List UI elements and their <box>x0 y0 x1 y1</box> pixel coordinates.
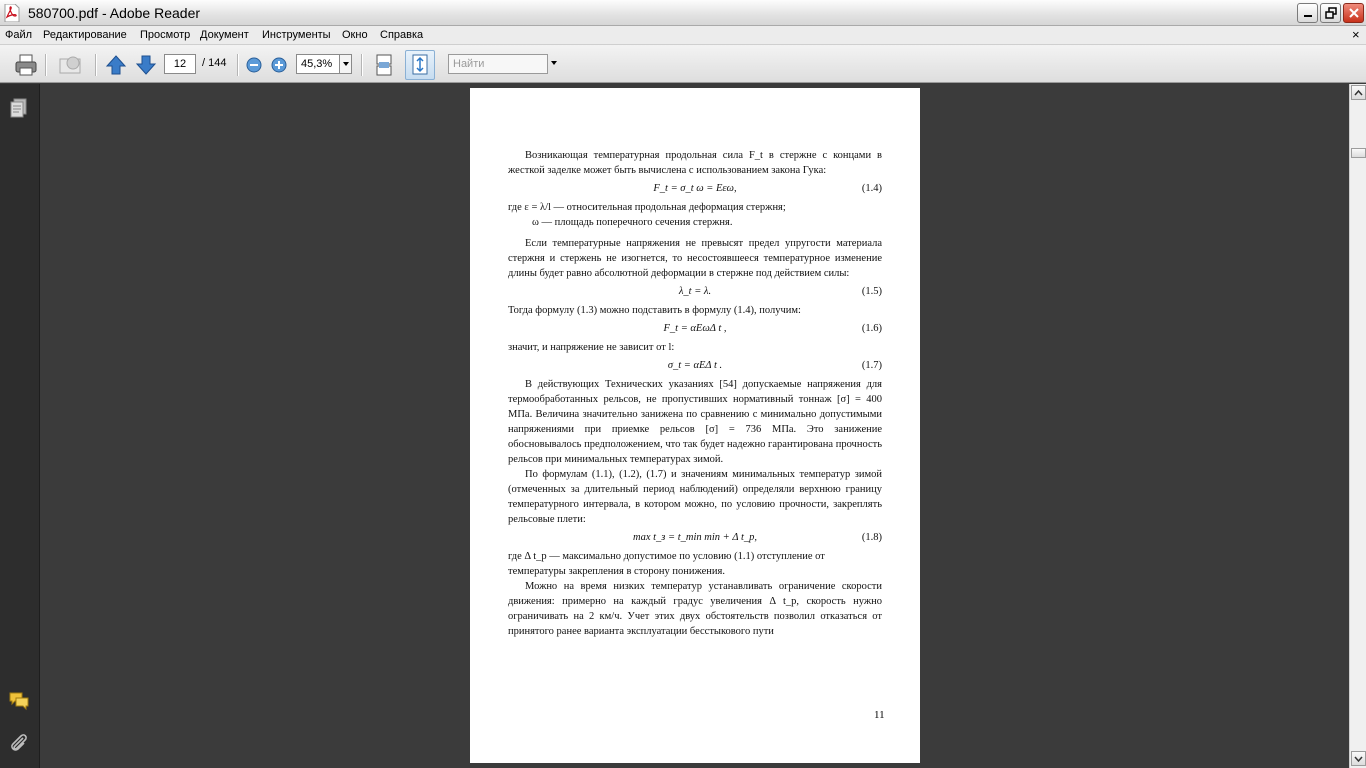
toolbar-separator <box>95 54 97 76</box>
next-page-icon[interactable] <box>134 53 158 77</box>
pages-panel-icon[interactable] <box>8 96 30 118</box>
close-icon <box>1348 7 1360 19</box>
pdf-page <box>470 88 920 763</box>
adobe-reader-icon <box>4 4 20 22</box>
formula: F_t = σ_t ω = Eεω, <box>653 183 737 194</box>
scroll-down-button[interactable] <box>1351 751 1366 766</box>
formula-row <box>508 281 882 303</box>
paragraph: В действующих Технических указаниях [54] допускаемые напряжения для термообработанных рельсов, не пропустивших нормативный тоннаж [σ] = 400 МПа. Величина значительно занижена по сравнению с минимально допустимыми напряжениями при приемке рельсов [σ] = 736 МПа. Это занижение обосновывалось предположением, что так будет надежно гарантирована прочность рельсов при минимальных температурах зимой. <box>508 379 882 465</box>
page-text <box>508 148 882 639</box>
menu-help[interactable]: Справка <box>380 29 424 41</box>
page-number-label: 11 <box>874 709 885 721</box>
paragraph: Тогда формулу (1.3) можно подставить в формулу (1.4), получим: <box>508 305 801 316</box>
toolbar-separator <box>237 54 239 76</box>
zoom-level-input[interactable]: 45,3% <box>296 54 340 74</box>
formula-number: (1.6) <box>861 323 882 334</box>
paragraph: По формулам (1.1), (1.2), (1.7) и значениям минимальных температур зимой (отмеченных за длительный период наблюдений) определяли верхнюю границу температурного интервала, в котором можно, по условию прочности, закреплять рельсовые плети: <box>508 469 882 525</box>
vertical-scrollbar[interactable] <box>1349 84 1366 768</box>
comments-icon[interactable] <box>8 689 30 711</box>
print-icon[interactable] <box>14 53 38 77</box>
attachments-icon[interactable] <box>8 732 30 754</box>
page-number-input[interactable]: 12 <box>164 54 196 74</box>
title-bar <box>0 0 1366 26</box>
formula-row <box>508 178 882 200</box>
formula-number: (1.8) <box>861 532 882 543</box>
zoom-dropdown-button[interactable] <box>340 54 352 74</box>
formula-row <box>508 527 882 549</box>
paragraph: Можно на время низких температур устанавливать ограничение скорости движения: примерно на каждый градус увеличения Δ t_p, скорость нужно ограничивать на 2 км/ч. Учет этих двух обстоятельств позволил отказаться от принятого ранее варианта эксплуатации бесстыкового пути <box>508 581 882 637</box>
formula-number: (1.5) <box>861 286 882 297</box>
chevron-down-icon <box>1352 752 1365 765</box>
navigation-panel <box>0 84 40 768</box>
formula: max t_з = t_min min + Δ t_p, <box>633 532 757 543</box>
toolbar <box>0 45 1366 83</box>
definition-line: где Δ t_p — максимально допустимое по условию (1.1) отступление от температуры закрепления в сторону понижения. <box>508 551 825 577</box>
formula-number: (1.7) <box>861 360 882 371</box>
chevron-down-icon <box>343 62 349 66</box>
formula-row <box>508 355 882 377</box>
email-icon[interactable] <box>58 53 82 77</box>
restore-button[interactable] <box>1320 3 1341 23</box>
find-input[interactable]: Найти <box>448 54 548 74</box>
formula: σ_t = αEΔ t . <box>667 360 723 371</box>
toolbar-separator <box>45 54 47 76</box>
menu-tools[interactable]: Инструменты <box>262 29 331 41</box>
minimize-icon <box>1302 7 1314 19</box>
formula-row <box>508 318 882 340</box>
minimize-button[interactable] <box>1297 3 1318 23</box>
zoom-in-icon[interactable] <box>271 57 287 73</box>
fit-page-icon <box>406 51 434 79</box>
restore-icon <box>1325 7 1337 19</box>
scroll-thumb[interactable] <box>1351 148 1366 158</box>
formula: λ_t = λ. <box>678 286 712 297</box>
document-close-button[interactable]: × <box>1352 27 1360 42</box>
paragraph: значит, и напряжение не зависит от l: <box>508 342 675 353</box>
fit-page-button[interactable] <box>405 50 435 80</box>
find-dropdown-button[interactable] <box>548 54 560 74</box>
menu-window[interactable]: Окно <box>342 29 368 41</box>
close-button[interactable] <box>1343 3 1364 23</box>
formula: F_t = αEωΔ t , <box>663 323 727 334</box>
toolbar-separator <box>361 54 363 76</box>
previous-page-icon[interactable] <box>104 53 128 77</box>
window-title: 580700.pdf - Adobe Reader <box>28 5 201 21</box>
menu-view[interactable]: Просмотр <box>140 29 191 41</box>
page-total-label: / 144 <box>202 57 227 69</box>
menu-bar <box>0 26 1366 45</box>
zoom-out-icon[interactable] <box>246 57 262 73</box>
document-viewport[interactable] <box>41 84 1349 768</box>
definition-line: ω — площадь поперечного сечения стержня. <box>532 217 733 228</box>
chevron-down-icon <box>551 61 557 65</box>
chevron-up-icon <box>1352 86 1365 99</box>
menu-document[interactable]: Документ <box>200 29 249 41</box>
formula-number: (1.4) <box>861 183 882 194</box>
definition-line: где ε = λ/l — относительная продольная деформация стержня; <box>508 202 786 213</box>
paragraph: Возникающая температурная продольная сила F_t в стержне с концами в жесткой заделке может быть вычислена с использованием закона Гука: <box>508 150 882 176</box>
scrolling-mode-icon[interactable] <box>372 53 396 77</box>
menu-file[interactable]: Файл <box>5 29 33 41</box>
scroll-up-button[interactable] <box>1351 85 1366 100</box>
paragraph: Если температурные напряжения не превысят предел упругости материала стержня и стержень не изогнется, то несостоявшееся температурное изменение длины будет равно абсолютной деформации в стержне под действием силы: <box>508 238 882 279</box>
menu-edit[interactable]: Редактирование <box>43 29 127 41</box>
